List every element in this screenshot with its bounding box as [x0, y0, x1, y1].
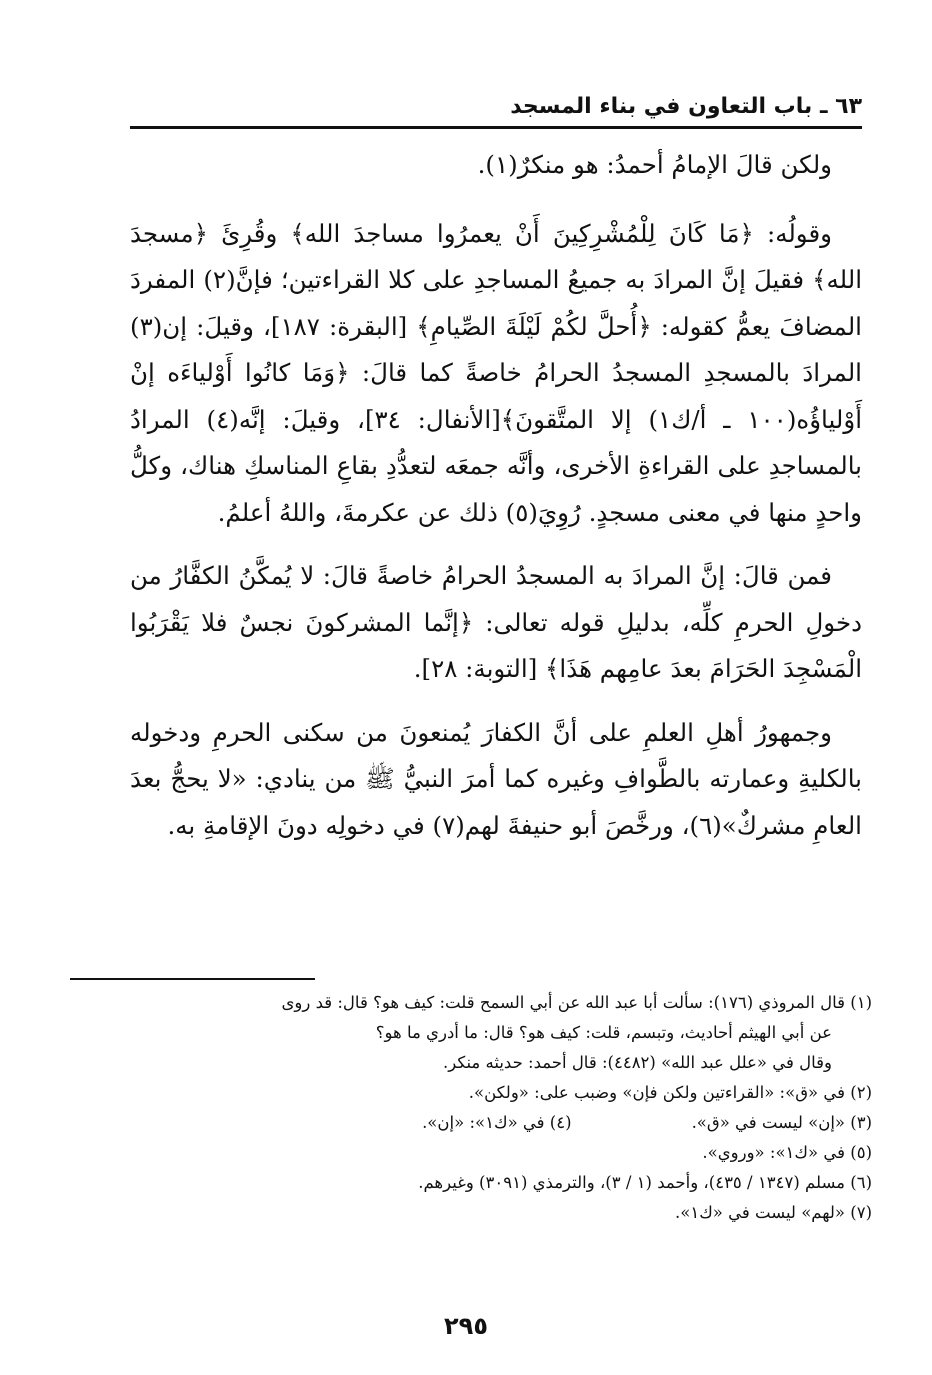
footnote-1-continued: وقال في «علل عبد الله» (٤٤٨٢): قال أحمد: حديثه منكر.: [442, 1053, 832, 1072]
footnote-6: (٦) مسلم (١٣٤٧ / ٤٣٥)، وأحمد (١ / ٣)، والترمذي (٣٠٩١) وغيرهم.: [418, 1173, 872, 1192]
footnote-2: (٢) في «ق»: «القراءتين ولكن فإن» وضبب على: «ولكن».: [468, 1083, 872, 1102]
paragraph-2: وقولُه: ﴿مَا كَانَ لِلْمُشْرِكِينَ أَنْ يعمرُوا مساجدَ الله﴾ وقُرِئَ ﴿مسجدَ الله﴾ فقيلَ إنَّ المرادَ به جميعُ المساجدِ على كلا القراءتين؛ فإنَّ(٢) المفردَ المضافَ يعمُّ كقوله: ﴿أُحلَّ لكُمْ لَيْلَةَ الصِّيامِ﴾ [البقرة: ١٨٧]، وقيلَ: إن(٣) المرادَ بالمسجدِ المسجدُ الحرامُ خاصةً كما قالَ: ﴿وَمَا كانُوا أَوْلياءَه إنْ أَوْلياؤُه(١٠٠ ـ أ/ك١) إلا المتَّقونَ﴾[الأنفال: ٣٤]، وقيلَ: إنَّه(٤) المرادُ بالمساجدِ على القراءةِ الأخرى، وأنَّه جمعَه لتعدُّدِ بقاعِ المناسكِ هناك، وكلُّ واحدٍ منها في معنى مسجدٍ. رُوِيَ(٥) ذلك عن عكرمةَ، واللهُ أعلمُ.: [130, 218, 862, 527]
running-head: [130, 86, 862, 129]
paragraph-1: ولكن قالَ الإمامُ أحمدُ: هو منكرٌ(١).: [477, 150, 832, 179]
paragraph-4: وجمهورُ أهلِ العلمِ على أنَّ الكفارَ يُمنعونَ من سكنى الحرمِ ودخوله بالكليةِ وعمارته بالطَّوافِ وغيره كما أمرَ النبيُّ ﷺ من ينادي: «لا يحجُّ بعدَ العامِ مشركٌ»(٦)، ورخَّصَ أبو حنيفةَ لهم(٧) في دخولِه دونَ الإقامةِ به.: [130, 717, 862, 840]
footnote-separator: [70, 978, 315, 980]
footnote-1: (١) قال المروذي (١٧٦): سألت أبا عبد الله عن أبي السمح قلت: كيف هو؟ قال: قد روى: [281, 993, 872, 1012]
footnote-5: (٥) في «ك١»: «وروي».: [702, 1143, 872, 1162]
footnotes: [130, 988, 872, 1228]
running-head-title: ٦٣ ـ باب التعاون في بناء المسجد: [510, 94, 862, 119]
page-number: ٢٩٥: [444, 1312, 488, 1340]
footnote-4: (٤) في «ك١»: «إن».: [422, 1113, 572, 1132]
footnote-row-3-4: [130, 1108, 872, 1138]
footnote-3: (٣) «إن» ليست في «ق».: [691, 1113, 872, 1132]
footnote-1-continued: عن أبي الهيثم أحاديث، وتبسم، قلت: كيف هو؟ قال: ما أدري ما هو؟: [375, 1023, 832, 1042]
footnote-7: (٧) «لهم» ليست في «ك١».: [674, 1203, 872, 1222]
paragraph-3: فمن قالَ: إنَّ المرادَ به المسجدُ الحرامُ خاصةً قالَ: لا يُمكَّنُ الكفَّارُ من دخولِ الحرمِ كلِّه، بدليلِ قوله تعالى: ﴿إنَّما المشركونَ نجسٌ فلا يَقْرَبُوا الْمَسْجِدَ الحَرَامَ بعدَ عامِهم هَذَا﴾ [التوبة: ٢٨].: [130, 561, 862, 683]
main-text: [130, 142, 862, 866]
